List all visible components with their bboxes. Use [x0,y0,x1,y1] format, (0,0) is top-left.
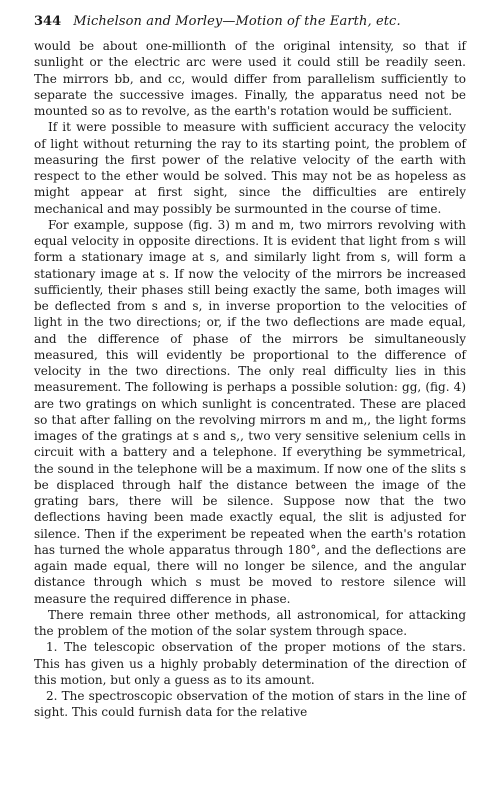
running-head [34,12,464,32]
article-body [34,38,466,721]
paragraph-astronomical-methods: There remain three other methods, all astronomical, for attacking the problem of the motion of the solar system through space. [34,607,466,638]
page-number: 344 [34,14,62,29]
paragraph-continued: would be about one-millionth of the original intensity, so that if sunlight or the electric arc were used it could still be readily seen. The mirrors bb, and cc, would differ from parallelism sufficiently to separate the successive images. Finally, the apparatus need not be mounted so as to revolve, as the earth's rotation would be sufficient. [34,39,466,118]
list-item-telescopic: 1. The telescopic observation of the proper motions of the stars. This has given us a highly probably determination of the direction of this motion, but only a guess as to its amount. [34,640,466,687]
paragraph-revolving-mirrors: For example, suppose (fig. 3) m and m, two mirrors revolving with equal velocity in opposite directions. It is evident that light from s will form a stationary image at s, and similarly light from s, will form a stationary image at s. If now the velocity of the mirrors be increased sufficiently, their phases still being exactly the same, both images will be deflected from s and s, in inverse proportion to the velocities of light in the two directions; or, if the two deflections are made equal, and the difference of phase of the mirrors be simultaneously measured, this will evidently be proportional to the difference of velocity in the two directions. The only real difficulty lies in this measurement. The following is perhaps a possible solution: gg, (fig. 4) are two gratings on which sunlight is concentrated. These are placed so that after falling on the revolving mirrors m and m,, the light forms images of the gratings at s and s,, two very sensitive selenium cells in circuit with a battery and a telephone. If everything be symmetrical, the sound in the telephone will be a maximum. If now one of the slits s be displaced through half the distance between the image of the grating bars, there will be silence. Suppose now that the two deflections having been made exactly equal, the slit is adjusted for silence. Then if the experiment be repeated when the earth's rotation has turned the whole apparatus through 180°, and the deflections are again made equal, there will no longer be silence, and the angular distance through which s must be moved to restore silence will measure the required difference in phase. [34,217,466,606]
paragraph-light-velocity: If it were possible to measure with sufficient accuracy the velocity of light without returning the ray to its starting point, the problem of measuring the first power of the relative velocity of the earth with respect to the ether would be solved. This may not be as hopeless as might appear at first sight, since the difficulties are entirely mechanical and may possibly be surmounted in the course of time. [34,120,466,216]
running-head-title: Michelson and Morley—Motion of the Earth, etc. [73,14,401,29]
list-item-spectroscopic: 2. The spectroscopic observation of the motion of stars in the line of sight. This could furnish data for the relative [34,689,466,720]
